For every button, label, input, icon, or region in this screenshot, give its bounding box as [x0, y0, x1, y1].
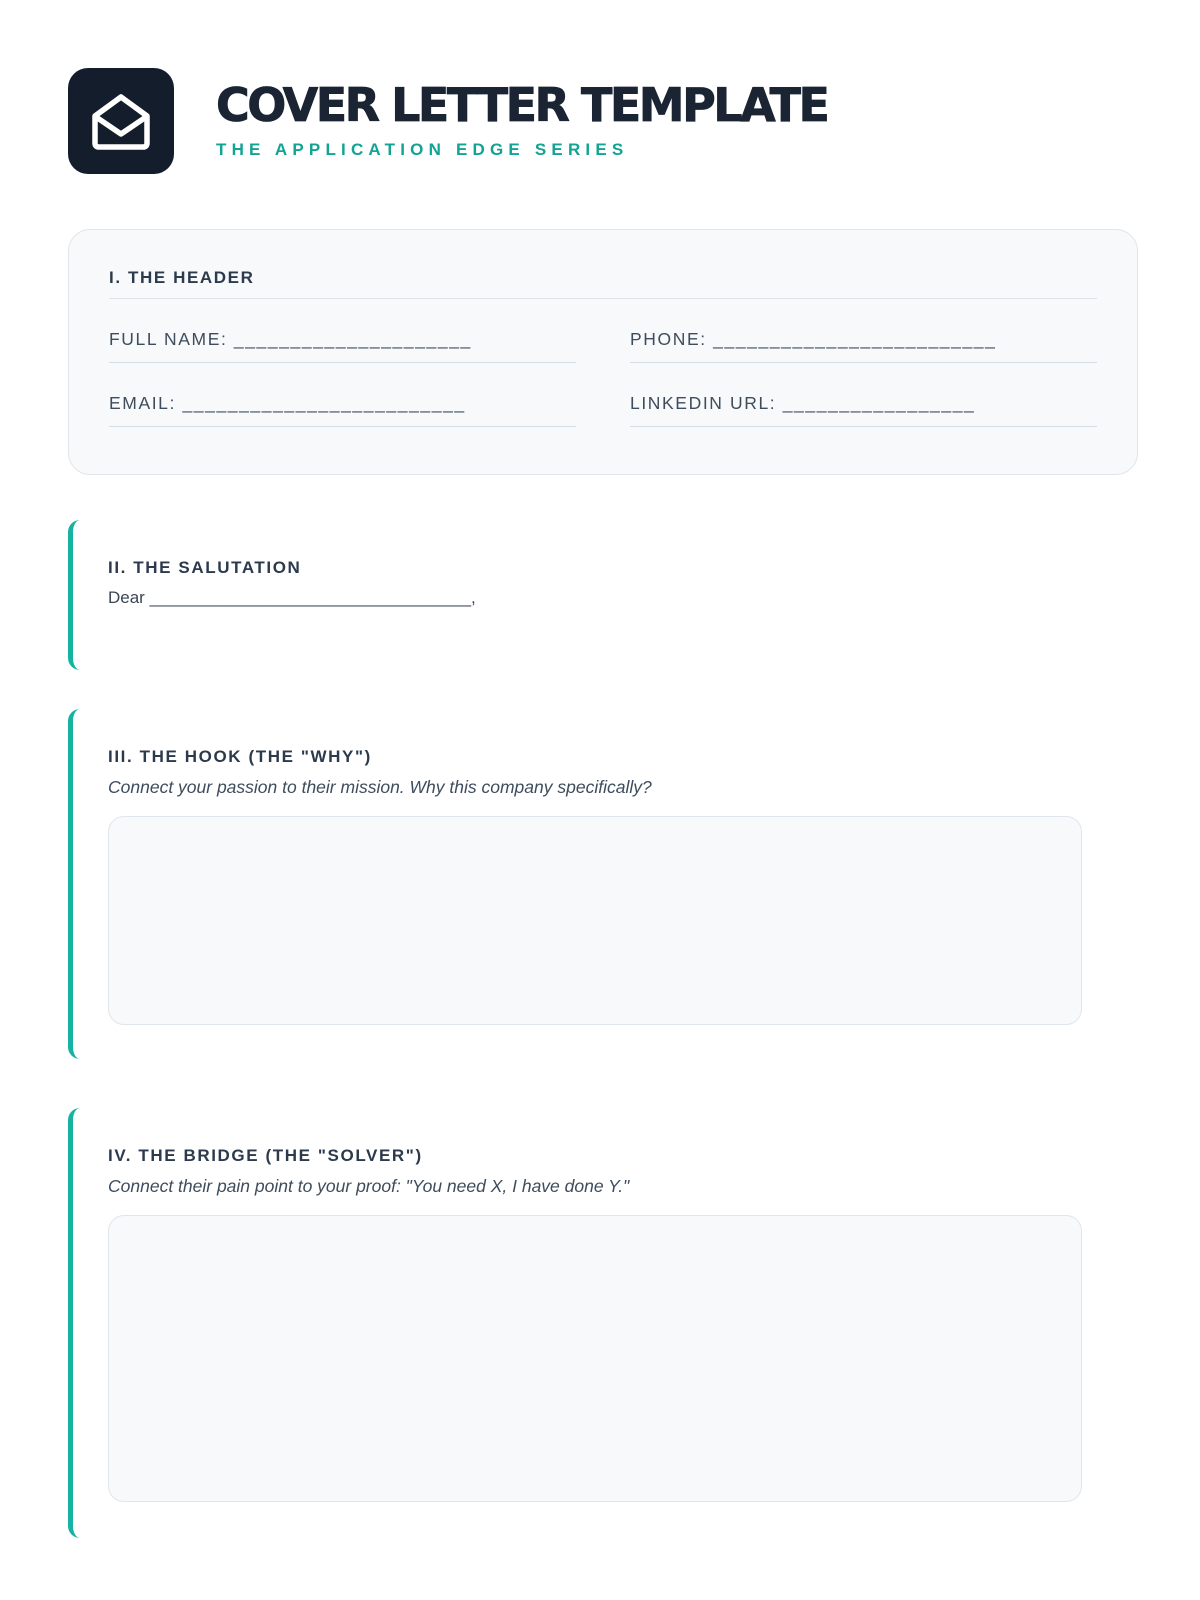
- phone-field[interactable]: PHONE: _________________________: [630, 299, 1097, 363]
- document-header: [68, 68, 1140, 174]
- header-info-card: [68, 229, 1138, 475]
- logo: [68, 68, 174, 174]
- salutation-field[interactable]: Dear __________________________________,: [108, 588, 476, 607]
- hook-hint: Connect your passion to their mission. Why this company specifically?: [108, 777, 652, 797]
- bridge-hint: Connect their pain point to your proof: "You need X, I have done Y.": [108, 1176, 630, 1196]
- bridge-text-area[interactable]: [108, 1215, 1082, 1502]
- section-label-salutation: II. THE SALUTATION: [108, 558, 302, 577]
- title-block: [216, 78, 828, 160]
- open-envelope-icon: [89, 89, 153, 153]
- bridge-section: [68, 1108, 1140, 1538]
- salutation-section: [68, 520, 1140, 670]
- section-label-bridge: IV. THE BRIDGE (THE "SOLVER"): [108, 1146, 423, 1165]
- full-name-field[interactable]: FULL NAME: _____________________: [109, 299, 576, 363]
- section-label-hook: III. THE HOOK (THE "WHY"): [108, 747, 372, 766]
- hook-text-area[interactable]: [108, 816, 1082, 1025]
- cover-letter-page: [68, 68, 1140, 1196]
- contact-fields: [109, 299, 1097, 427]
- page-title: COVER LETTER TEMPLATE: [216, 78, 828, 132]
- hook-section: [68, 709, 1140, 1059]
- section-label-header: I. THE HEADER: [109, 268, 1097, 299]
- page-subtitle: THE APPLICATION EDGE SERIES: [216, 140, 629, 159]
- linkedin-url-field[interactable]: LINKEDIN URL: _________________: [630, 363, 1097, 427]
- email-field[interactable]: EMAIL: _________________________: [109, 363, 576, 427]
